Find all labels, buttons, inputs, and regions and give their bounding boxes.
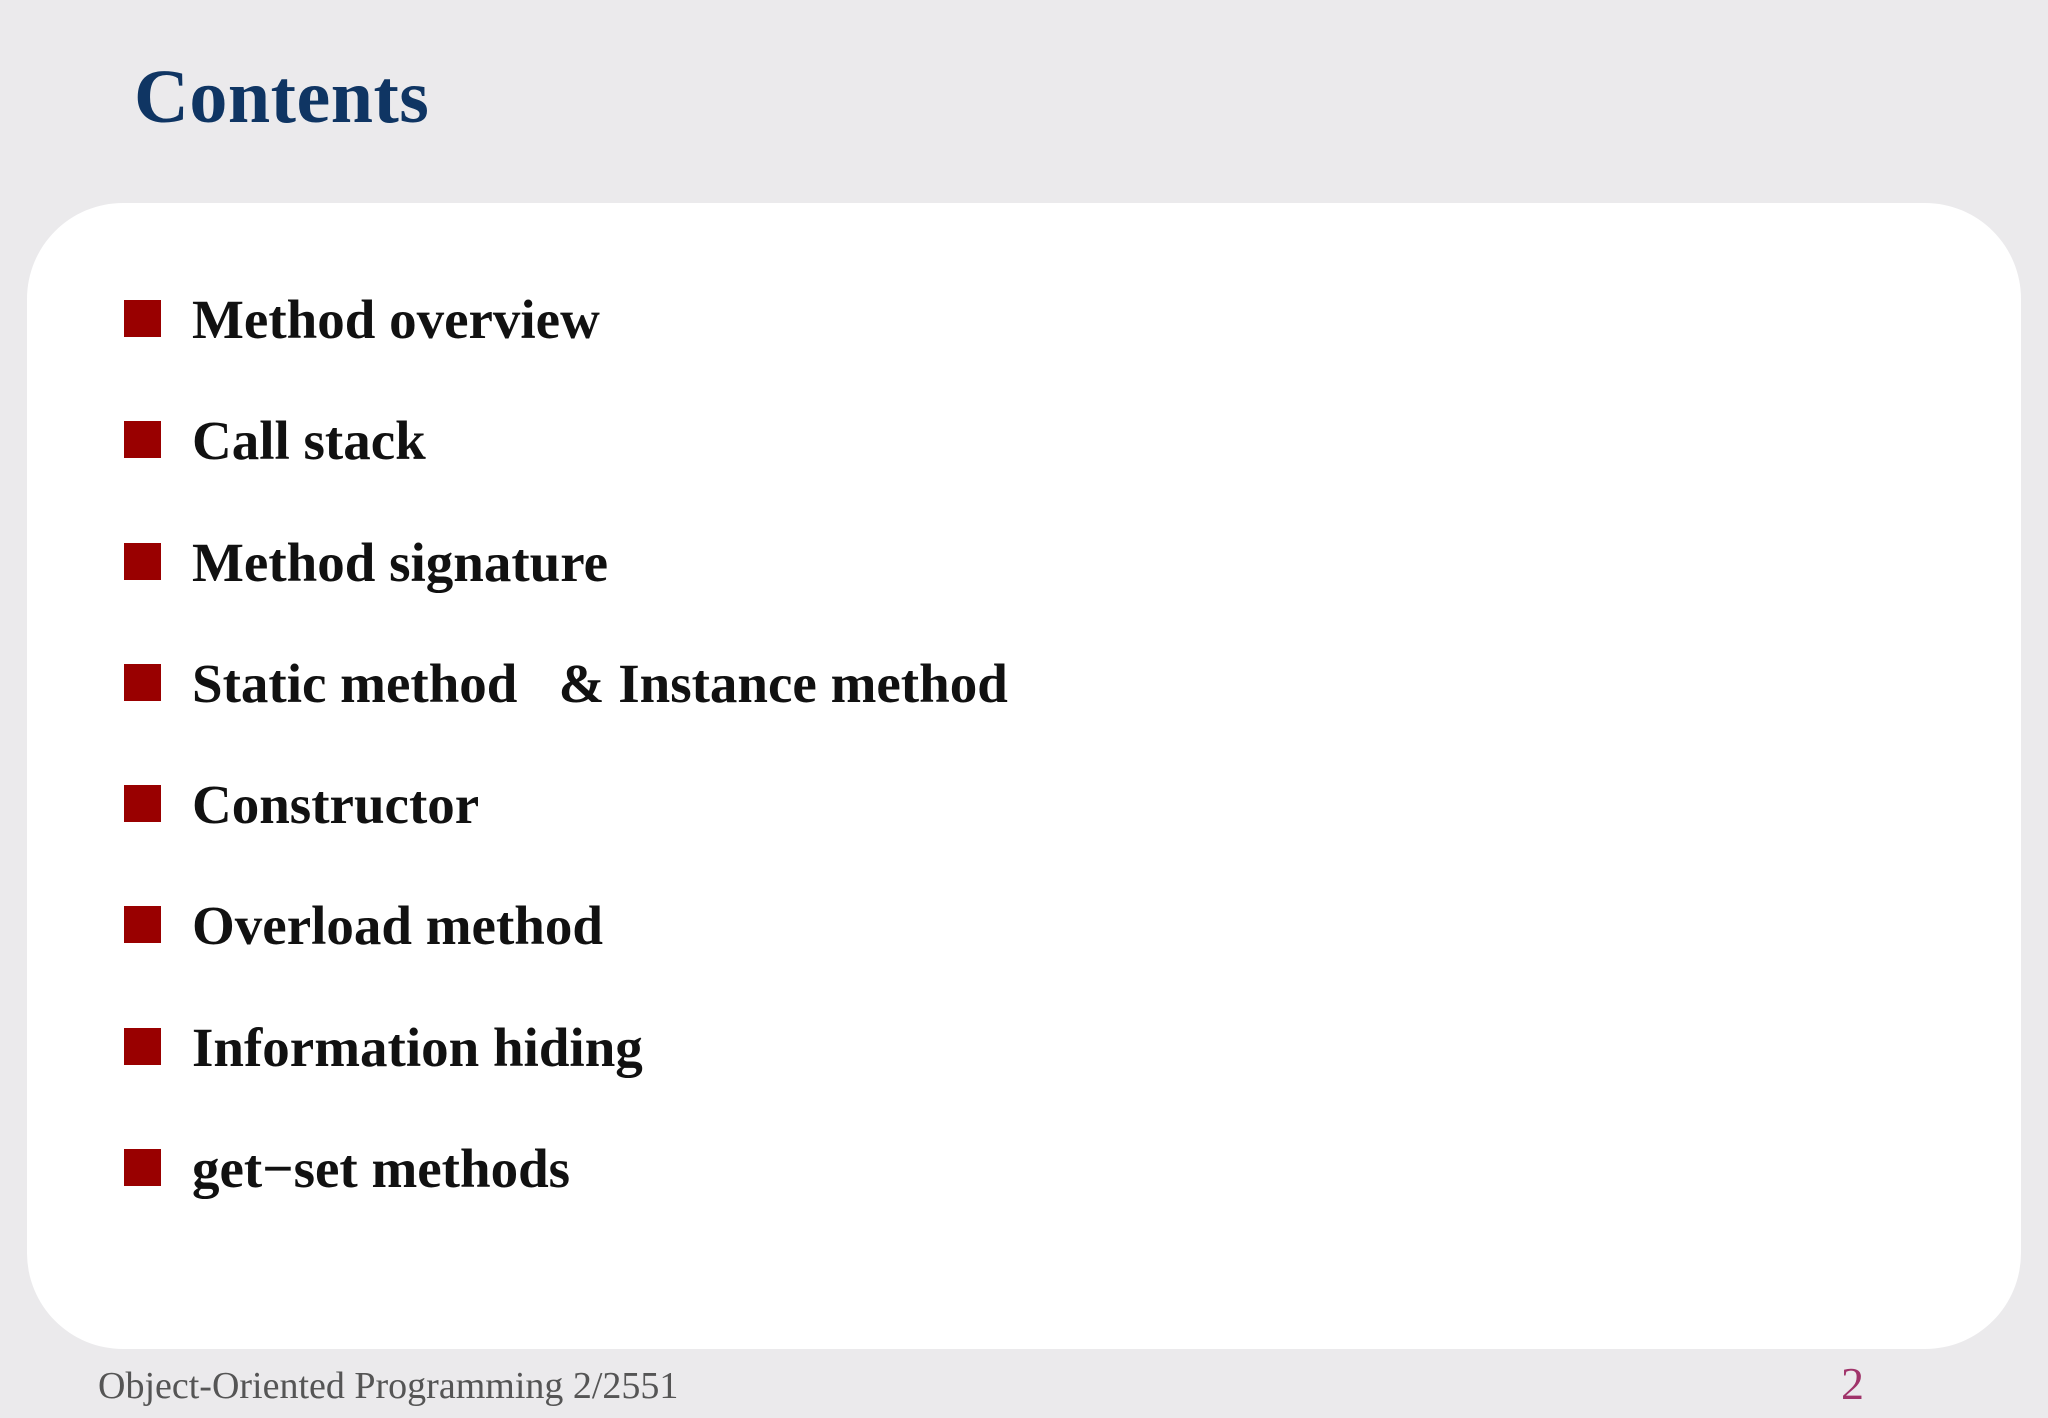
contents-list	[124, 283, 1008, 1253]
list-item-label: Information hiding	[192, 1016, 643, 1078]
list-item-label: Static method & Instance method	[192, 652, 1008, 714]
list-item	[124, 283, 1008, 404]
list-item	[124, 404, 1008, 525]
list-item-label: get−set methods	[192, 1138, 571, 1200]
list-item-label: Constructor	[192, 774, 480, 836]
page-title: Contents	[134, 55, 430, 139]
list-item	[124, 889, 1008, 1010]
list-item-label: Call stack	[192, 410, 426, 472]
square-bullet-icon	[124, 906, 161, 943]
square-bullet-icon	[124, 1149, 161, 1186]
list-item	[124, 526, 1008, 647]
square-bullet-icon	[124, 300, 161, 337]
list-item	[124, 647, 1008, 768]
page-number: 2	[1841, 1358, 1864, 1409]
list-item	[124, 1011, 1008, 1132]
list-item	[124, 768, 1008, 889]
list-item-label: Overload method	[192, 895, 603, 957]
list-item	[124, 1132, 1008, 1253]
square-bullet-icon	[124, 421, 161, 458]
square-bullet-icon	[124, 543, 161, 580]
square-bullet-icon	[124, 664, 161, 701]
square-bullet-icon	[124, 785, 161, 822]
list-item-label: Method overview	[192, 289, 600, 350]
footer-course-label: Object-Oriented Programming 2/2551	[98, 1365, 679, 1407]
list-item-label: Method signature	[192, 531, 609, 593]
square-bullet-icon	[124, 1028, 161, 1065]
